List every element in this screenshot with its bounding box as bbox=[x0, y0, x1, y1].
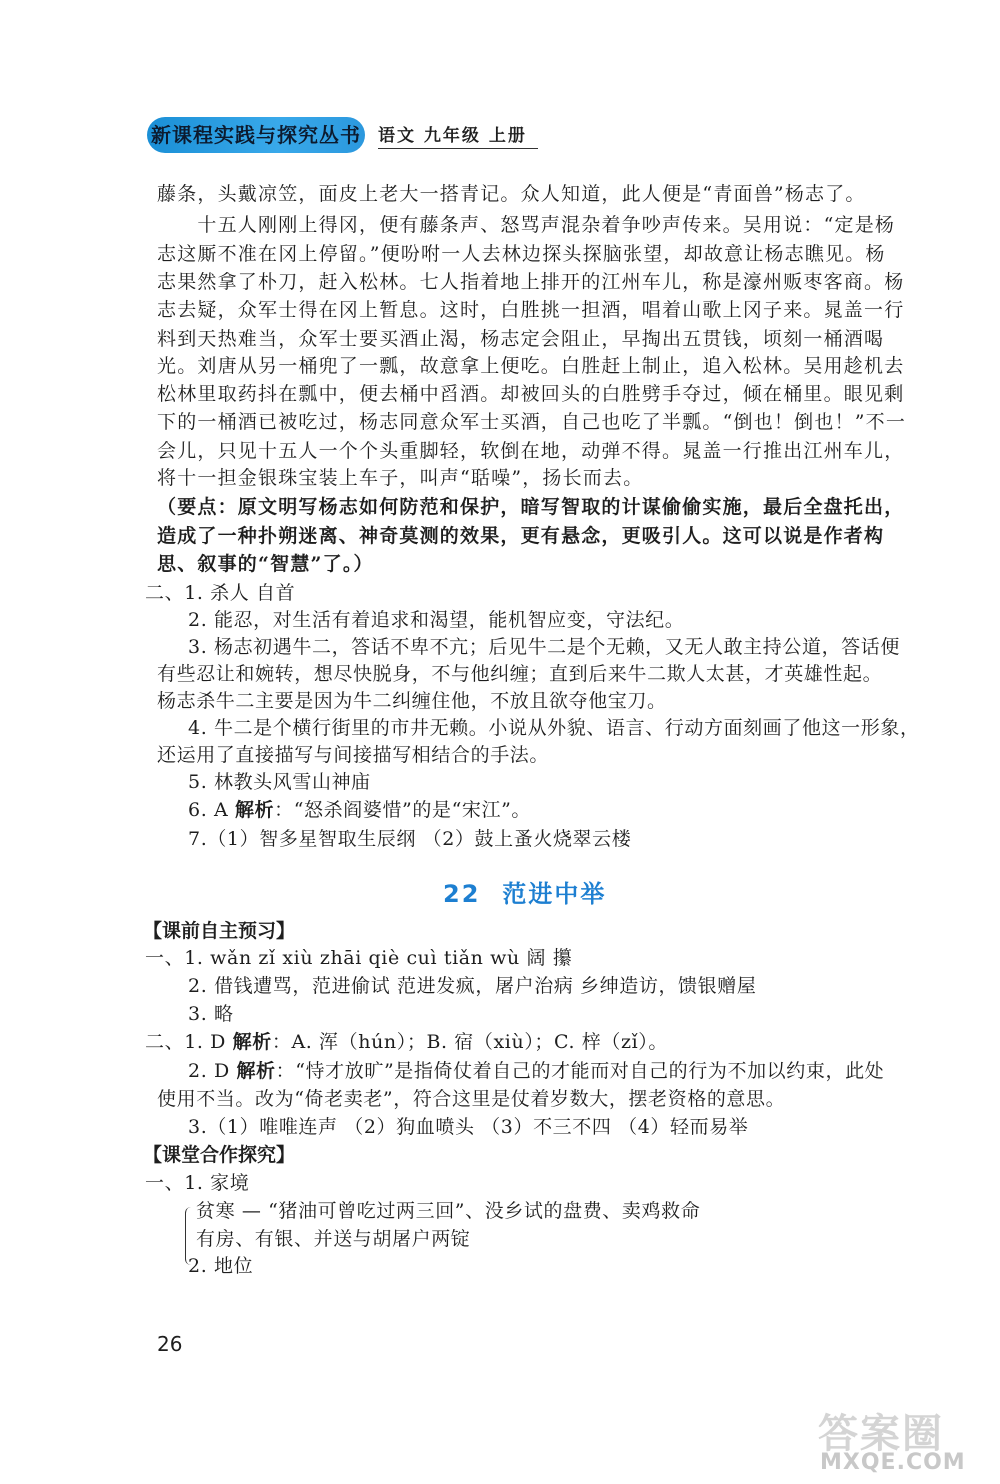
lesson-name: 范进中举 bbox=[502, 880, 607, 908]
q22-prefix: 2. D bbox=[188, 1060, 237, 1082]
text-line: 志这厮不准在冈上停留。”便吩咐一人去林边探头探脑张望，却故意让杨志瞧见。杨 bbox=[157, 243, 886, 265]
q6-text: ：“怒杀阎婆惜”的是“宋江”。 bbox=[274, 799, 531, 821]
answer-line: 4. 牛二是个横行街里的市井无赖。小说从外貌、语言、行动方面刻画了他这一形象， bbox=[188, 717, 920, 739]
answer-line: 2. 能忍，对生活有着追求和渴望，能机智应变，守法纪。 bbox=[188, 609, 685, 631]
analysis-label: 解析 bbox=[232, 1031, 272, 1053]
answer-line: 2. 借钱遭骂，范进偷试 范进发疯，屠户治病 乡绅造访，馈银赠屋 bbox=[188, 975, 757, 997]
text-line: 松林里取药抖在瓢中，便去桶中舀酒。却被回头的白胜劈手夺过，倾在桶里。眼见剩 bbox=[157, 383, 905, 405]
q21-text: ：A. 浑（hún）；B. 宿（xiù）；C. 梓（zǐ）。 bbox=[271, 1031, 668, 1053]
text-line: 志果然拿了朴刀，赶入松林。七人指着地上排开的江州车儿，称是濠州贩枣客商。杨 bbox=[157, 271, 905, 293]
subject-label: 语文 九年级 上册 bbox=[378, 121, 538, 149]
text-line: 料到天热难当，众军士要买酒止渴，杨志定会阻止，早掏出五贯钱，顷刻一桶酒喝 bbox=[157, 328, 885, 350]
text-line: 将十一担金银珠宝装上车子，叫声“聒噪”，扬长而去。 bbox=[157, 467, 644, 489]
note-line: （要点：原文明写杨志如何防范和保护，暗写智取的计谋偷偷实施，最后全盘托出， bbox=[157, 496, 905, 518]
text-line: 光。刘唐从另一桶兜了一瓢，故意拿上便吃。白胜赶上制止，追入松林。吴用趁机去 bbox=[157, 355, 905, 377]
watermark-url: MXQE.COM bbox=[820, 1450, 966, 1475]
analysis-label: 解析 bbox=[236, 1060, 276, 1082]
branch-line: 有房、有银、并送与胡屠户两锭 bbox=[196, 1228, 471, 1250]
q22-text: ：“恃才放旷”是指倚仗着自己的才能而对自己的行为不加以约束，此处 bbox=[275, 1060, 885, 1082]
q6-prefix: 6. A bbox=[188, 799, 235, 821]
text-line: 下的一桶酒已被吃过，杨志同意众军士买酒，自己也吃了半瓢。“倒也！倒也！”不一 bbox=[157, 411, 907, 433]
answer-line: 还运用了直接描写与间接描写相结合的手法。 bbox=[157, 744, 550, 766]
answer-line bbox=[188, 797, 531, 823]
branch-line: 贫寒 — “猪油可曾吃过两三回”、没乡试的盘费、卖鸡救命 bbox=[196, 1200, 701, 1222]
page-number: 26 bbox=[157, 1332, 183, 1356]
answer-line: 3. 杨志初遇牛二，答话不卑不亢；后见牛二是个无赖，又无人敢主持公道，答话便 bbox=[188, 636, 900, 658]
q21-prefix: 二、1. D bbox=[145, 1031, 233, 1053]
section-heading: 【课堂合作探究】 bbox=[143, 1144, 296, 1166]
text-line: 会儿，只见十五人一个个头重脚轻，软倒在地，动弹不得。晁盖一行推出江州车儿， bbox=[157, 440, 905, 462]
text-line: 藤条，头戴凉笠，面皮上老大一搭青记。众人知道，此人便是“青面兽”杨志了。 bbox=[157, 183, 866, 205]
note-line: 造成了一种扑朔迷离、神奇莫测的效果，更有悬念，更吸引人。这可以说是作者构 bbox=[157, 525, 885, 547]
text-line: 志去疑，众军士得在冈上暂息。这时，白胜挑一担酒，唱着山歌上冈子来。晁盖一行 bbox=[157, 299, 905, 321]
lesson-title bbox=[443, 874, 606, 909]
watermark bbox=[818, 1402, 988, 1476]
series-banner: 新课程实践与探究丛书 bbox=[147, 117, 365, 153]
answer-line bbox=[188, 1058, 884, 1084]
text-line: 十五人刚刚上得冈，便有藤条声、怒骂声混杂着争吵声传来。吴用说：“定是杨 bbox=[157, 214, 896, 236]
answer-line: 5. 林教头风雪山神庙 bbox=[188, 771, 371, 793]
section-heading: 【课前自主预习】 bbox=[143, 920, 296, 942]
answer-line bbox=[145, 1029, 668, 1055]
answer-line: 2. 地位 bbox=[188, 1255, 254, 1277]
watermark-logo: 答案圈 bbox=[818, 1411, 944, 1457]
answer-line: 3.（1）唯唯连声 （2）狗血喷头 （3）不三不四 （4）轻而易举 bbox=[188, 1116, 749, 1138]
answer-line: 有些忍让和婉转，想尽快脱身，不与他纠缠；直到后来牛二欺人太甚，才英雄性起。 bbox=[157, 663, 883, 685]
answer-line: 7.（1）智多星智取生辰纲 （2）鼓上蚤火烧翠云楼 bbox=[188, 828, 632, 850]
note-line: 思、叙事的“智慧”了。） bbox=[157, 553, 374, 575]
answer-line: 二、1. 杀人 自首 bbox=[145, 582, 296, 604]
pinyin-line: 一、1. wǎn zǐ xiù zhāi qiè cuì tiǎn wù 阔 攥 bbox=[145, 947, 573, 969]
answer-line: 使用不当。改为“倚老卖老”，符合这里是仗着岁数大，摆老资格的意思。 bbox=[157, 1088, 786, 1110]
answer-line: 3. 略 bbox=[188, 1003, 234, 1025]
answer-line: 杨志杀牛二主要是因为牛二纠缠住他，不放且欲夺他宝刀。 bbox=[157, 690, 667, 712]
analysis-label: 解析 bbox=[234, 799, 275, 821]
answer-line: 一、1. 家境 bbox=[145, 1172, 250, 1194]
lesson-number: 22 bbox=[443, 880, 481, 908]
